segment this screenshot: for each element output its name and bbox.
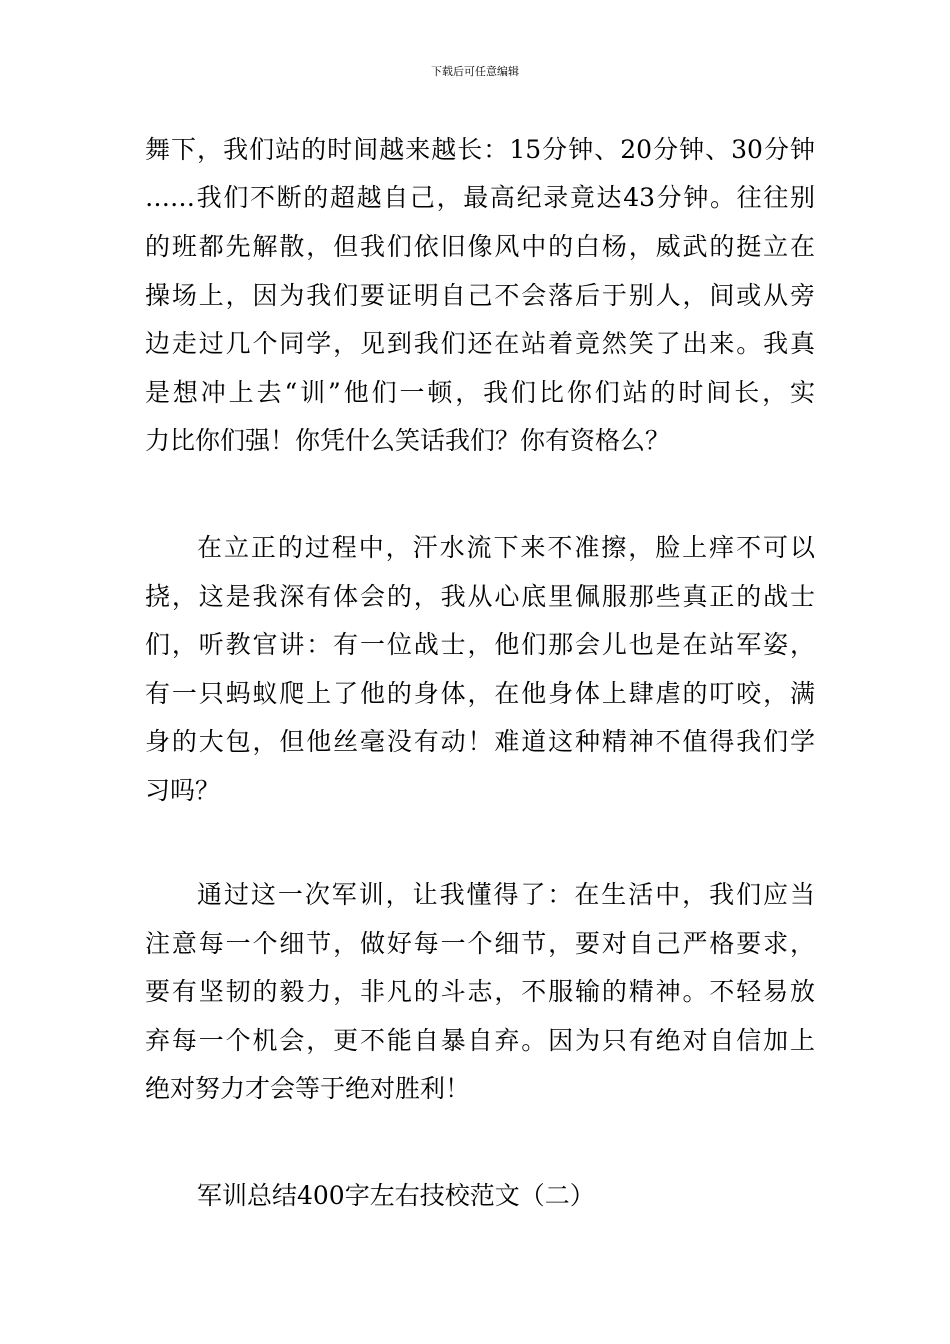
text-line: 的班都先解散，但我们依旧像风中的白杨，威武的挺立在 (145, 232, 815, 261)
paragraph-first-line: 在立正的过程中，汗水流下来不准擦，脸上痒不可以 (197, 533, 815, 562)
text-line: ……我们不断的超越自己，最高纪录竟达43分钟。往往别 (145, 183, 815, 212)
paragraph-first-line: 通过这一次军训，让我懂得了：在生活中，我们应当 (197, 880, 815, 909)
text-line: 舞下，我们站的时间越来越长：15分钟、20分钟、30分钟 (145, 135, 815, 164)
text-line: 有一只蚂蚁爬上了他的身体，在他身体上肆虐的叮咬，满 (145, 679, 815, 708)
text-line: 是想冲上去“训”他们一顿，我们比你们站的时间长，实 (145, 378, 815, 407)
text-line: 要有坚韧的毅力，非凡的斗志，不服输的精神。不轻易放 (145, 977, 815, 1006)
text-line: 注意每一个细节，做好每一个细节，要对自己严格要求， (145, 929, 815, 958)
text-line: 习吗？ (145, 776, 221, 805)
text-line: 们，听教官讲：有一位战士，他们那会儿也是在站军姿， (145, 630, 815, 659)
text-line: 弃每一个机会，更不能自暴自弃。因为只有绝对自信加上 (145, 1026, 815, 1055)
header-note: 下载后可任意编辑 (431, 65, 519, 78)
text-line: 挠，这是我深有体会的，我从心底里佩服那些真正的战士 (145, 582, 815, 611)
text-line: 边走过几个同学，见到我们还在站着竟然笑了出来。我真 (145, 329, 815, 358)
text-line: 力比你们强！你凭什么笑话我们？你有资格么？ (145, 426, 671, 455)
text-line: 绝对努力才会等于绝对胜利！ (145, 1074, 471, 1103)
text-line: 操场上，因为我们要证明自己不会落后于别人，间或从旁 (145, 281, 815, 310)
section-heading: 军训总结400字左右技校范文（二） (197, 1181, 595, 1210)
text-line: 身的大包，但他丝毫没有动！难道这种精神不值得我们学 (145, 727, 815, 756)
